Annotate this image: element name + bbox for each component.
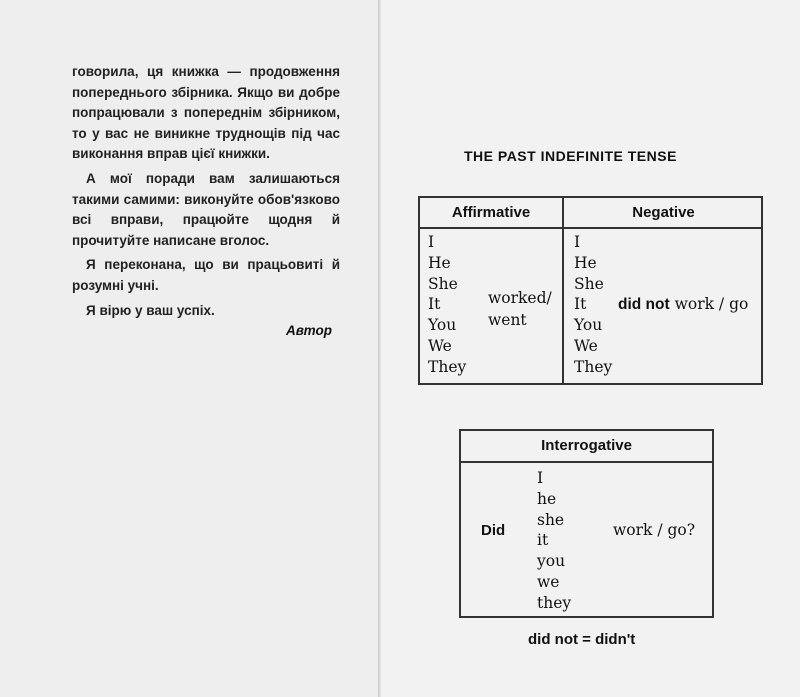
interrogative-verb: work / go? xyxy=(613,521,696,539)
pronoun: He xyxy=(428,253,451,272)
negative-header: Negative xyxy=(632,204,695,221)
left-page-text xyxy=(72,62,340,325)
pronoun: We xyxy=(574,336,598,355)
negative-pronoun-list xyxy=(574,232,612,378)
pronoun: It xyxy=(574,295,587,314)
pronoun: We xyxy=(428,336,452,355)
left-page xyxy=(0,0,380,697)
pronoun: I xyxy=(537,469,544,487)
paragraph-1: говорила, ця книжка — продовження попереднього збірника. Якщо ви добре попрацювали з попереднім збірником, то у вас не виникне труднощів під час виконання вправ цієї книжки. xyxy=(72,64,340,162)
pronoun: You xyxy=(428,316,457,335)
paragraph-2: А мої поради вам залишаються такими самими: виконуйте обов'язково всі вправи, працюйте щодня й прочитуйте написане вголос. xyxy=(72,170,340,248)
pronoun: we xyxy=(537,572,560,591)
interrogative-table xyxy=(459,429,714,618)
pronoun: she xyxy=(537,510,565,529)
pronoun: I xyxy=(574,233,581,251)
verb-went: went xyxy=(488,311,527,329)
affirmative-negative-table xyxy=(418,196,763,385)
affirmative-pronoun-list xyxy=(428,232,466,378)
pronoun: they xyxy=(537,593,572,612)
pronoun: She xyxy=(428,274,458,293)
pronoun: I xyxy=(428,233,435,251)
pronoun: it xyxy=(537,531,549,550)
pronoun: They xyxy=(428,357,467,376)
interrogative-pronoun-list xyxy=(537,468,571,614)
negative-verb-phrase xyxy=(618,295,748,314)
interrogative-header-row xyxy=(461,431,712,463)
pronoun: They xyxy=(574,357,613,376)
affirmative-verb xyxy=(488,287,552,331)
pronoun: he xyxy=(537,489,557,508)
verb-worked: worked/ xyxy=(488,289,552,307)
pronoun: She xyxy=(574,274,604,293)
tense-title: THE PAST INDEFINITE TENSE xyxy=(464,148,677,164)
pronoun: You xyxy=(574,316,603,335)
pronoun: He xyxy=(574,253,597,272)
affirmative-header: Affirmative xyxy=(451,204,531,221)
negative-verb: work / go xyxy=(674,295,749,313)
paragraph-4: Я вірю у ваш успіх. xyxy=(86,302,215,318)
interrogative-aux: Did xyxy=(481,522,506,539)
negative-aux: did not xyxy=(618,296,670,313)
table-header-row xyxy=(420,198,761,229)
interrogative-header: Interrogative xyxy=(541,437,632,454)
pronoun: It xyxy=(428,295,441,314)
pronoun: you xyxy=(537,552,566,571)
paragraph-3: Я переконана, що ви працьовиті й розумні учні. xyxy=(72,257,340,293)
author-signature: Автор xyxy=(285,323,332,338)
contraction-note: did not = didn't xyxy=(528,631,636,648)
column-divider xyxy=(562,198,564,383)
